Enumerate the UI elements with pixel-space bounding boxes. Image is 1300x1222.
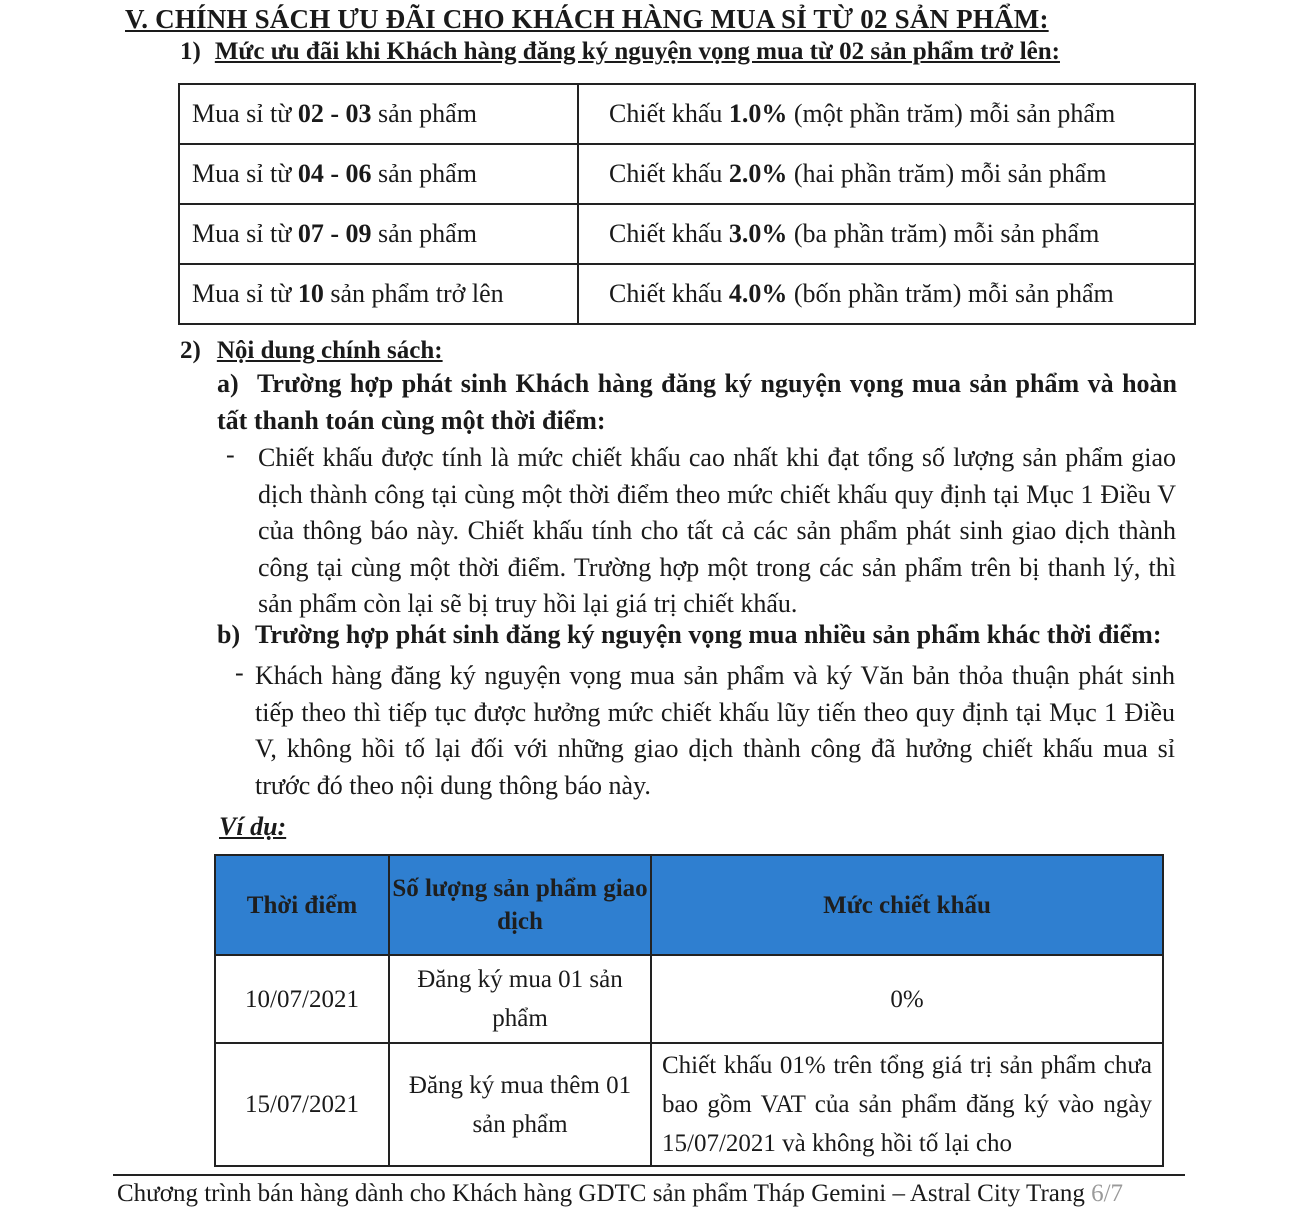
table-row — [179, 264, 1195, 324]
table-row — [179, 204, 1195, 264]
table-row — [215, 1043, 1163, 1166]
item-b-bullet: - — [235, 658, 244, 687]
column-header-date: Thời điểm — [215, 855, 389, 955]
quantity-cell: Mua sỉ từ 07 - 09 sản phẩm — [179, 204, 578, 264]
example-label: Ví dụ: — [219, 812, 287, 841]
subsection-1-title: Mức ưu đãi khi Khách hàng đăng ký nguyện vọng mua từ 02 sản phẩm trở lên: — [214, 38, 1060, 65]
discount-cell: Chiết khấu 01% trên tổng giá trị sản phẩm chưa bao gồm VAT của sản phẩm đăng ký vào ngày 15/07/2021 và không hồi tố lại cho — [651, 1043, 1163, 1166]
date-cell: 10/07/2021 — [215, 955, 389, 1043]
example-table — [214, 854, 1164, 1167]
subsection-2-title: Nội dung chính sách: — [216, 337, 443, 364]
section-title: V. CHÍNH SÁCH ƯU ĐÃI CHO KHÁCH HÀNG MUA SỈ TỪ 02 SẢN PHẨM: — [125, 4, 1049, 34]
item-b-heading — [217, 620, 1161, 650]
date-cell: 15/07/2021 — [215, 1043, 389, 1166]
item-a-heading — [217, 366, 1177, 439]
footer-text: Chương trình bán hàng dành cho Khách hàng GDTC sản phẩm Tháp Gemini – Astral City Trang — [117, 1180, 1092, 1207]
discount-cell: Chiết khấu 1.0% (một phần trăm) mỗi sản phẩm — [578, 84, 1195, 144]
table-row — [179, 144, 1195, 204]
column-header-discount: Mức chiết khấu — [651, 855, 1163, 955]
discount-cell: Chiết khấu 4.0% (bốn phần trăm) mỗi sản phẩm — [578, 264, 1195, 324]
item-a-title: Trường hợp phát sinh Khách hàng đăng ký nguyện vọng mua sản phẩm và hoàn tất thanh toán cùng một thời điểm: — [217, 369, 1177, 435]
quantity-cell: Mua sỉ từ 04 - 06 sản phẩm — [179, 144, 578, 204]
subsection-2-number: 2) — [180, 337, 201, 364]
table-header-row — [215, 855, 1163, 955]
discount-cell: 0% — [651, 955, 1163, 1043]
subsection-1-heading — [180, 38, 1060, 66]
footer-divider — [113, 1174, 1185, 1176]
quantity-cell: Mua sỉ từ 10 sản phẩm trở lên — [179, 264, 578, 324]
table-row — [179, 84, 1195, 144]
item-a-paragraph: Chiết khấu được tính là mức chiết khấu cao nhất khi đạt tổng số lượng sản phẩm giao dịch thành công tại cùng một thời điểm theo mức chiết khấu quy định tại Mục 1 Điều V của thông báo này. Chiết khấu tính cho tất cả các sản phẩm phát sinh giao dịch thành công tại cùng một thời điểm. Trường hợp một trong các sản phẩm trên bị thanh lý, thì sản phẩm còn lại sẽ bị truy hồi lại giá trị chiết khấu. — [258, 443, 1176, 618]
item-b-paragraph: Khách hàng đăng ký nguyện vọng mua sản phẩm và ký Văn bản thỏa thuận phát sinh tiếp theo thì tiếp tục được hưởng mức chiết khấu lũy tiến theo quy định tại Mục 1 Điều V, không hồi tố lại đối với những giao dịch thành công đã hưởng chiết khấu mua sỉ trước đó theo nội dung thông báo này. — [255, 661, 1175, 800]
subsection-2-heading — [180, 337, 443, 365]
subsection-1-number: 1) — [180, 38, 201, 65]
discount-cell: Chiết khấu 3.0% (ba phần trăm) mỗi sản phẩm — [578, 204, 1195, 264]
table-row — [215, 955, 1163, 1043]
item-a-bullet: - — [226, 440, 235, 469]
item-b-title: Trường hợp phát sinh đăng ký nguyện vọng mua nhiều sản phẩm khác thời điểm: — [255, 620, 1162, 649]
item-a-label: a) — [217, 369, 239, 398]
quantity-cell: Đăng ký mua 01 sản phẩm — [389, 955, 651, 1043]
column-header-quantity: Số lượng sản phẩm giao dịch — [389, 855, 651, 955]
page-number: 6/7 — [1091, 1180, 1124, 1207]
item-b-label: b) — [217, 620, 241, 649]
discount-table — [178, 83, 1196, 325]
page-footer — [117, 1180, 1123, 1208]
discount-cell: Chiết khấu 2.0% (hai phần trăm) mỗi sản phẩm — [578, 144, 1195, 204]
quantity-cell: Đăng ký mua thêm 01 sản phẩm — [389, 1043, 651, 1166]
quantity-cell: Mua sỉ từ 02 - 03 sản phẩm — [179, 84, 578, 144]
